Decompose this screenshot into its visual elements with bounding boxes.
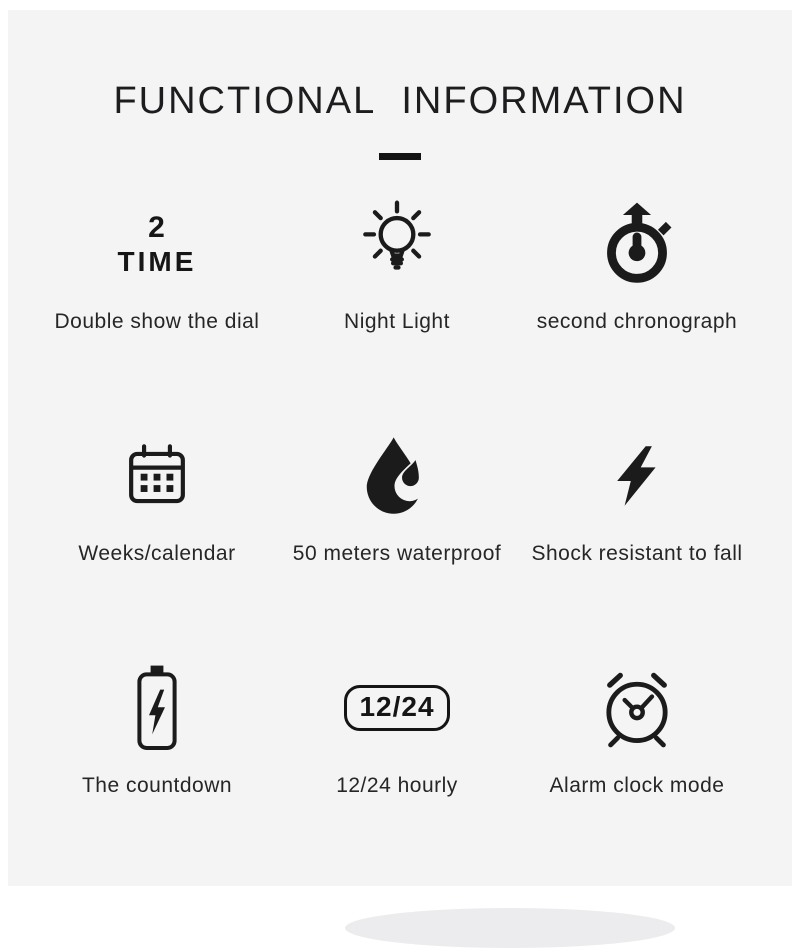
feature-label: 12/24 hourly	[336, 774, 458, 797]
lightning-bolt-icon	[606, 428, 668, 524]
dual-time-number: 2	[148, 211, 166, 245]
hour-format-text: 12/24	[359, 691, 435, 722]
alarm-clock-icon	[593, 661, 681, 755]
feature-label: Alarm clock mode	[549, 774, 725, 797]
feature-grid	[37, 192, 757, 800]
page-title: FUNCTIONAL INFORMATION	[113, 80, 687, 122]
feature-hour-format	[277, 656, 517, 800]
feature-label: Double show the dial	[54, 310, 260, 333]
hour-format-icon	[344, 685, 449, 731]
light-bulb-icon	[349, 196, 445, 292]
bottom-white-strip	[0, 886, 800, 915]
feature-dual-time	[37, 192, 277, 336]
next-section-peek	[345, 908, 675, 948]
dual-time-icon	[118, 192, 197, 296]
feature-night-light	[277, 192, 517, 336]
feature-chronograph	[517, 192, 757, 336]
water-drop-icon	[355, 428, 439, 524]
feature-label: The countdown	[81, 774, 233, 797]
feature-alarm-clock	[517, 656, 757, 800]
feature-label: Night Light	[344, 310, 450, 333]
title-divider	[379, 153, 421, 160]
feature-countdown	[37, 656, 277, 800]
feature-label: 50 meters waterproof	[292, 542, 502, 565]
feature-shock-resistant	[517, 424, 757, 568]
calendar-icon	[119, 440, 195, 512]
feature-label: second chronograph	[536, 310, 738, 333]
feature-calendar	[37, 424, 277, 568]
feature-label: Weeks/calendar	[78, 542, 236, 565]
feature-waterproof	[277, 424, 517, 568]
stopwatch-icon	[593, 198, 681, 290]
dual-time-word: TIME	[117, 245, 197, 277]
battery-icon	[133, 662, 181, 754]
feature-label: Shock resistant to fall	[531, 542, 743, 565]
